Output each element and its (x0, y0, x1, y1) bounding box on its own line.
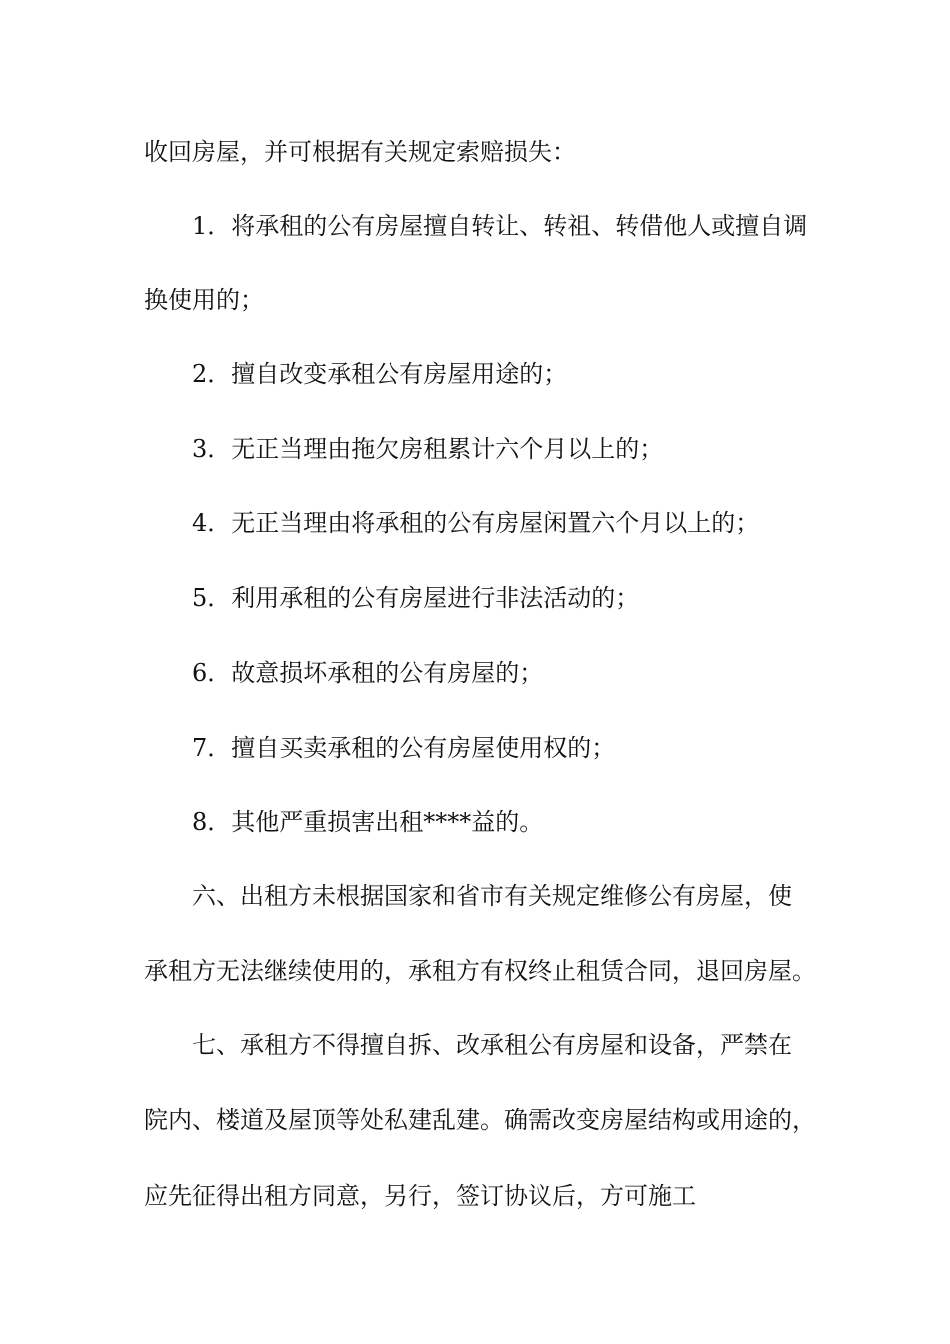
text-line: 承租方无法继续使用的，承租方有权终止租赁合同，退回房屋。 (144, 957, 816, 985)
list-item-4: 4．无正当理由将承租的公有房屋闲置六个月以上的； (192, 509, 760, 537)
text-line: 应先征得出租方同意，另行，签订协议后，方可施工 (144, 1182, 696, 1210)
list-item-1: 1．将承租的公有房屋擅自转让、转祖、转借他人或擅自调 (192, 212, 808, 240)
list-item-3: 3．无正当理由拖欠房租累计六个月以上的； (192, 435, 664, 463)
list-item-5: 5．利用承租的公有房屋进行非法活动的； (192, 584, 640, 612)
text-line: 换使用的； (144, 286, 264, 314)
list-item-7: 7．擅自买卖承租的公有房屋使用权的； (192, 734, 616, 762)
list-item-8: 8．其他严重损害出租****益的。 (192, 808, 544, 836)
list-item-6: 6．故意损坏承租的公有房屋的； (192, 659, 544, 687)
text-line: 收回房屋，并可根据有关规定索赔损失： (144, 138, 576, 166)
clause-six: 六、出租方未根据国家和省市有关规定维修公有房屋，使 (192, 882, 792, 910)
list-item-2: 2．擅自改变承租公有房屋用途的； (192, 360, 568, 388)
clause-seven: 七、承租方不得擅自拆、改承租公有房屋和设备，严禁在 (192, 1031, 792, 1059)
text-line: 院内、楼道及屋顶等处私建乱建。确需改变房屋结构或用途的， (144, 1106, 816, 1134)
